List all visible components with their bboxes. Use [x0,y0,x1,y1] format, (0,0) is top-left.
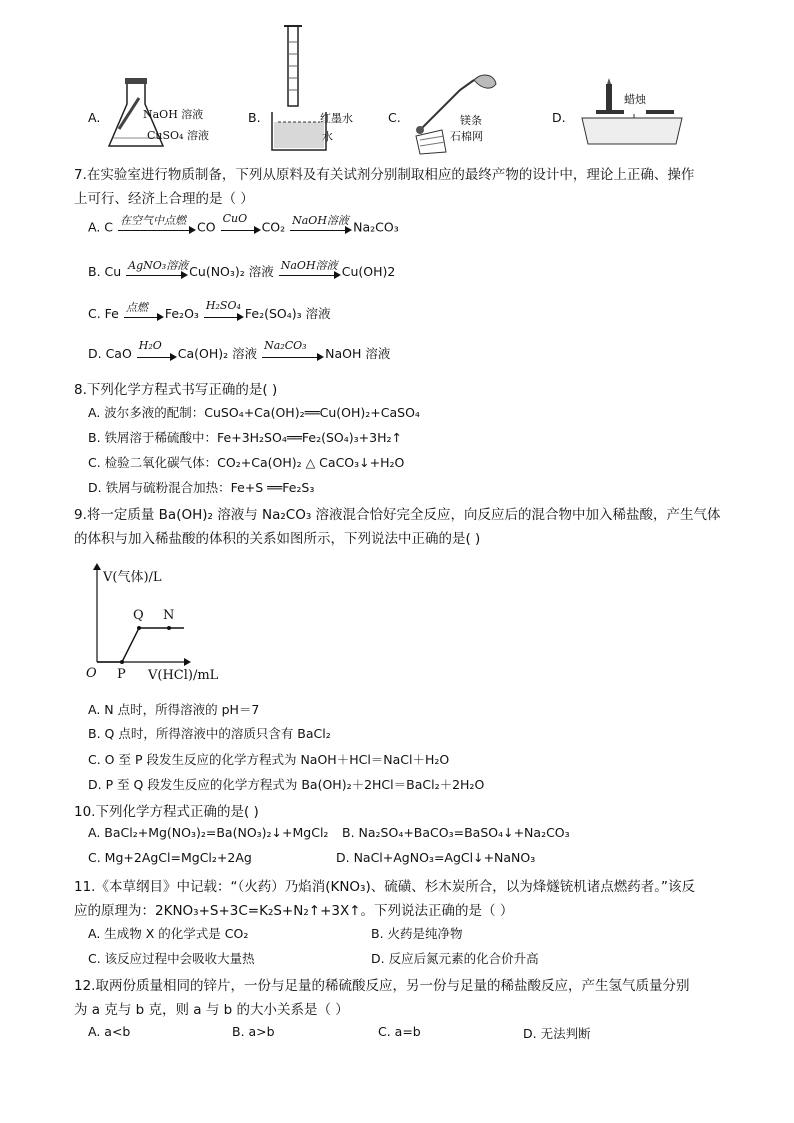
candle [606,84,612,110]
q12-option-c: C. a=b [378,1024,421,1039]
q11-option-c: C. 该反应过程中会吸收大量热 [88,951,255,966]
reaction-arrow: AgNO₃溶液 [126,264,188,282]
q6-option-c-letter: C. [388,110,401,125]
q9-option-a: A. N 点时，所得溶液的 pH＝7 [88,702,260,717]
q6-option-d-letter: D. [552,110,566,125]
q10-stem: 10.下列化学方程式正确的是( ) [74,804,259,820]
q7-option-c: C. Fe 点燃 Fe₂O₃ H₂SO₄ Fe₂(SO₄)₃ 溶液 [88,304,331,324]
q12-option-d: D. 无法判断 [523,1026,591,1041]
q7-stem-line2: 上可行、经济上合理的是（ ） [74,191,254,207]
q11-option-d: D. 反应后氮元素的化合价升高 [371,951,539,966]
q8-option-a: A. 波尔多液的配制：CuSO₄+Ca(OH)₂══Cu(OH)₂+CaSO₄ [88,405,420,420]
point-n [167,626,171,630]
graph-n-label: N [163,608,175,623]
x-axis-arrow [184,658,191,666]
balance-base [582,118,682,144]
q11-stem-line1: 11.《本草纲目》中记载：“（火药）乃焰消(KNO₃)、硫磺、杉木炭所合，以为烽燧铳机诸点燃药者。”该反 [74,879,695,895]
q6-d-label-1: 蜡烛 [624,93,646,106]
graph-x-label: V(HCl)/mL [148,668,219,683]
q9-stem-line2: 的体积与加入稀盐酸的体积的关系如图所示，下列说法中正确的是( ) [74,531,481,547]
q7-option-b: B. Cu AgNO₃溶液 Cu(NO₃)₂ 溶液 NaOH溶液 Cu(OH)2 [88,262,395,282]
water [274,122,324,148]
q11-option-a: A. 生成物 X 的化学式是 CO₂ [88,926,249,941]
q6-option-b-letter: B. [248,110,261,125]
q10-option-b: B. Na₂SO₄+BaCO₃=BaSO₄↓+Na₂CO₃ [342,825,570,840]
q11-option-b: B. 火药是纯净物 [371,926,463,941]
hand [474,75,496,88]
q12-stem-line1: 12.取两份质量相同的锌片，一份与足量的稀硫酸反应，另一份与足量的稀盐酸反应，产生氢气质量分别 [74,978,690,994]
q10-option-a: A. BaCl₂+Mg(NO₃)₂=Ba(NO₃)₂↓+MgCl₂ [88,825,329,840]
reaction-arrow: 在空气中点燃 [118,219,196,237]
q6-a-label-1: NaOH 溶液 [143,108,204,121]
q8-option-c: C. 检验二氧化碳气体：CO₂+Ca(OH)₂ △ CaCO₃↓+H₂O [88,455,405,470]
q11-stem-line2: 应的原理为：2KNO₃+S+3C=K₂S+N₂↑+3X↑。下列说法正确的是（ ） [74,903,514,919]
graph-y-label: V(气体)/L [103,570,162,585]
q12-stem-line2: 为 a 克与 b 克，则 a 与 b 的大小关系是（ ） [74,1002,349,1018]
q9-option-c: C. O 至 P 段发生反应的化学方程式为 NaOH＋HCl＝NaCl＋H₂O [88,752,450,767]
balance-illustration [572,78,692,154]
reaction-arrow: CuO [221,219,261,237]
y-axis-arrow [93,563,101,570]
point-p [120,660,124,664]
q9-option-b: B. Q 点时，所得溶液中的溶质只含有 BaCl₂ [88,726,331,741]
q7-stem-line1: 7.在实验室进行物质制备，下列从原料及有关试剂分别制取相应的最终产物的设计中，理论上正确、操作 [74,167,695,183]
q8-option-b: B. 铁屑溶于稀硫酸中：Fe+3H₂SO₄══Fe₂(SO₄)₃+3H₂↑ [88,430,402,445]
reaction-arrow: H₂SO₄ [204,306,244,324]
graph-origin-label: O [86,666,97,681]
flame [416,126,424,134]
q6-b-label-1: 红墨水 [320,112,353,125]
q6-b-label-2: 水 [322,130,333,143]
q10-option-d: D. NaCl+AgNO₃=AgCl↓+NaNO₃ [336,850,536,865]
q12-option-b: B. a>b [232,1024,275,1039]
reaction-arrow: H₂O [137,346,177,364]
reaction-arrow: Na₂CO₃ [262,346,324,364]
q9-option-d: D. P 至 Q 段发生反应的化学方程式为 Ba(OH)₂＋2HCl＝BaCl₂＋2H₂O [88,777,485,792]
reaction-arrow: NaOH溶液 [290,219,352,237]
q10-option-c: C. Mg+2AgCl=MgCl₂+2Ag [88,850,252,865]
reaction-arrow: NaOH溶液 [279,264,341,282]
q8-option-d: D. 铁屑与硫粉混合加热：Fe+S ══Fe₂S₃ [88,480,315,495]
beaker-illustration [268,22,330,154]
q6-c-label-1: 镁条 [460,114,482,127]
point-q [137,626,141,630]
q7-option-a: A. C 在空气中点燃 CO CuO CO₂ NaOH溶液 Na₂CO₃ [88,219,399,237]
q6-c-label-2: 石棉网 [450,130,483,143]
left-pan [596,110,624,114]
right-pan [646,110,674,114]
q6-a-label-2: CuSO₄ 溶液 [147,129,209,142]
q8-stem: 8.下列化学方程式书写正确的是( ) [74,382,278,398]
gas-curve [97,628,184,662]
reaction-arrow: 点燃 [124,306,164,324]
graph-p-label: P [117,667,126,682]
q6-option-a-letter: A. [88,110,101,125]
q9-stem-line1: 9.将一定质量 Ba(OH)₂ 溶液与 Na₂CO₃ 溶液混合恰好完全反应，向反应后的混合物中加入稀盐酸，产生气体 [74,507,721,523]
flask-stopper [125,78,147,84]
flask-tube [119,98,139,129]
q7-option-d: D. CaO H₂O Ca(OH)₂ 溶液 Na₂CO₃ NaOH 溶液 [88,344,390,364]
q12-option-a: A. a<b [88,1024,131,1039]
graph-q-label: Q [133,608,144,623]
